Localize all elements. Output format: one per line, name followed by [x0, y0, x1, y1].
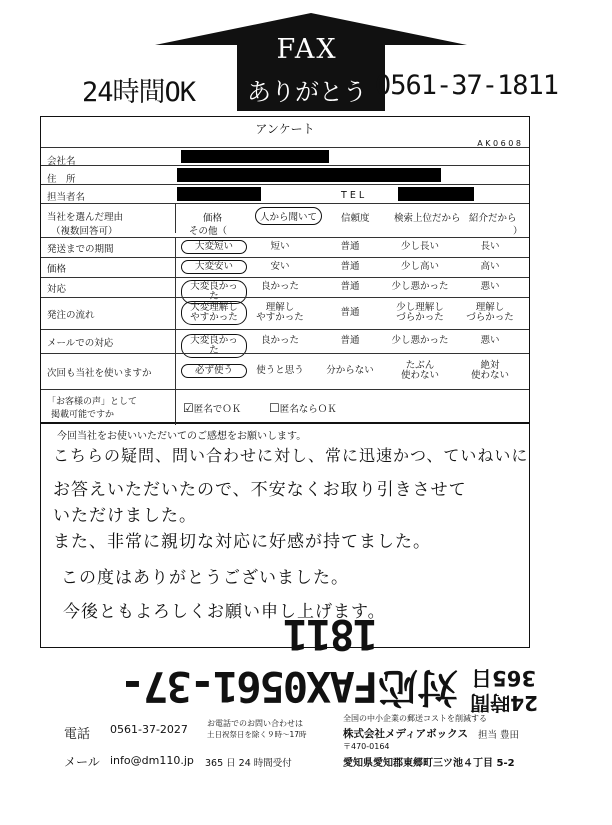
rating-option: 高い [480, 261, 500, 272]
rating-option: 短い [270, 241, 290, 252]
row-label: 対応 [47, 284, 67, 295]
thanks-text: ありがとう [247, 78, 367, 106]
reason-option: 紹介だから [469, 213, 517, 224]
row-label: 発注の流れ [47, 310, 95, 321]
rating-option: 良かった [260, 335, 299, 346]
rating-option-circled: 大変理解し やすかった [181, 301, 247, 325]
reason-other-close: ） [513, 226, 523, 237]
rating-option: 普通 [340, 307, 360, 318]
banner-fax: FAX0561-37-1811 [121, 610, 378, 711]
comment-line: 今後ともよろしくお願い申し上げます。 [63, 602, 386, 622]
rating-option-circled: 大変短い [181, 240, 247, 254]
rating-option: 悪い [480, 281, 500, 292]
footer-tagline: 全国の中小企業の郵送コストを削減する [343, 714, 487, 723]
rating-option: 使うと思う [256, 365, 304, 376]
rating-option: 長い [480, 241, 500, 252]
footer-tel-hours: 土日祝祭日を除く９時～17時 [207, 730, 307, 739]
rating-option: 少し悪かった [391, 335, 449, 346]
address-label: 住 所 [47, 174, 76, 185]
rating-option-circled: 大変良かった [181, 280, 247, 304]
comment-line: お答えいただいたので、不安なくお取り引きさせて [53, 480, 467, 500]
rating-option-circled: 必ず使う [181, 364, 247, 378]
row-label: メールでの対応 [47, 338, 114, 349]
rating-option: 理解し づらかった [466, 302, 514, 323]
comment-line: いただけました。 [53, 506, 197, 526]
rating-option: 悪い [480, 335, 500, 346]
comment-prompt: 今回当社をお使いいただいてのご感想をお願いします。 [57, 431, 307, 442]
footer-mail-label: メール [64, 755, 100, 769]
company-redaction [181, 150, 329, 163]
rating-option: 普通 [340, 281, 360, 292]
row-label: 発送までの期間 [47, 244, 114, 255]
voice-option-anonymous-ok: ☑匿名でＯＫ [183, 401, 242, 415]
rating-option: 安い [270, 261, 290, 272]
comment-line: こちらの疑問、問い合わせに対し、常に迅速かつ、ていねいに [53, 446, 529, 465]
person-redaction [177, 187, 261, 201]
company-label: 会社名 [47, 156, 76, 167]
rating-option: 少し高い [400, 261, 439, 272]
banner-days: 365日 [471, 666, 536, 690]
tel-label: T E L [341, 190, 365, 201]
banner-support: 対応 [378, 664, 458, 710]
rating-option: 普通 [340, 335, 360, 346]
form-code: A K 0 6 0 8 [477, 139, 521, 148]
rating-option: 少し理解し づらかった [396, 302, 444, 323]
footer-tel: 0561-37-2027 [110, 723, 188, 736]
comment-line: この度はありがとうございました。 [61, 568, 349, 588]
footer-tel-note: お電話でのお問い合わせは [207, 719, 303, 728]
rating-option: 理解し やすかった [256, 302, 304, 323]
footer-mail[interactable]: info@dm110.jp [110, 754, 194, 767]
form-title: アンケート [255, 122, 315, 136]
rating-option: 良かった [260, 281, 299, 292]
rating-option: 分からない [326, 365, 374, 376]
footer-company: 株式会社メディアボックス [343, 728, 469, 740]
voice-label: 「お客様の声」として [47, 397, 138, 407]
rating-option: 少し長い [400, 241, 439, 252]
reason-other: その他（ [189, 226, 228, 237]
tel-redaction [398, 187, 474, 201]
footer-zip: 〒470-0164 [343, 742, 390, 751]
header-24h-text: 24時間OK [82, 77, 196, 108]
voice-option-if-anonymous: ☐匿名ならＯＫ [269, 401, 337, 415]
rating-option: 普通 [340, 241, 360, 252]
rating-option-circled: 大変安い [181, 260, 247, 274]
survey-form [40, 116, 530, 424]
comment-line: また、非常に親切な対応に好感が持てました。 [53, 532, 431, 552]
rating-option: 普通 [340, 261, 360, 272]
fax-title: FAX [276, 34, 338, 65]
footer-contact: 担当 豊田 [478, 730, 520, 741]
banner-hours: 24時間 [470, 691, 538, 715]
footer-mail-note: 365 日 24 時間受付 [205, 758, 292, 769]
row-label: 次回も当社を使いますか [47, 368, 152, 379]
person-label: 担当者名 [47, 192, 86, 203]
voice-sublabel: 掲載可能ですか [51, 410, 115, 420]
address-redaction [177, 168, 441, 182]
row-label: 価格 [47, 264, 67, 275]
reason-option: 検索上位だから [394, 213, 461, 224]
footer-address: 愛知県愛知郡東郷町三ツ池４丁目 5-2 [343, 758, 515, 769]
rating-option: 絶対 使わない [470, 360, 509, 381]
reason-sublabel: （複数回答可） [51, 226, 118, 237]
footer-tel-label: 電話 [64, 727, 91, 742]
header-phone: 0561-37-1811 [375, 70, 559, 101]
rating-option: 少し悪かった [391, 281, 449, 292]
reason-label: 当社を選んだ理由 [47, 212, 124, 223]
rating-option: たぶん 使わない [400, 360, 439, 381]
reason-option-circled: 人から聞いて [255, 207, 322, 225]
reason-option: 価格 [203, 213, 223, 224]
reason-option: 信頼度 [341, 213, 370, 224]
rating-option-circled: 大変良かった [181, 334, 247, 358]
